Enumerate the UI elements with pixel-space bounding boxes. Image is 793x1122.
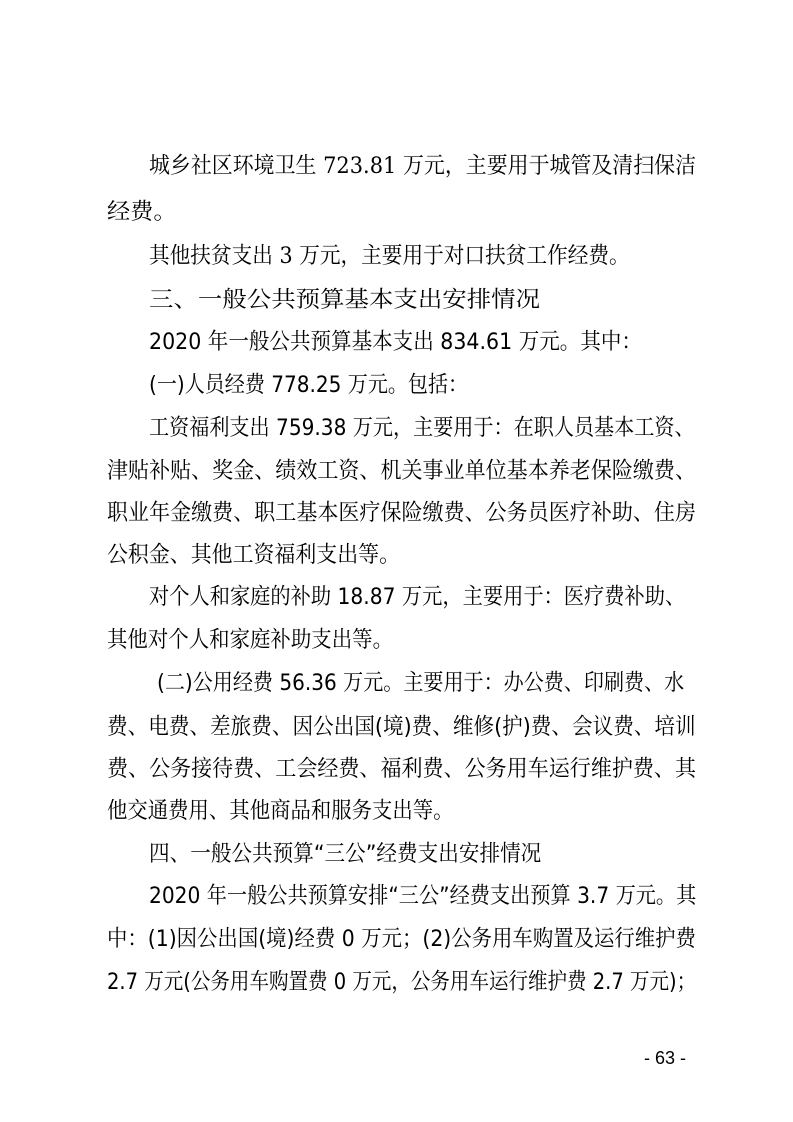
text-line-7: 工资福利支出 759.38 万元，主要用于：在职人员基本工资、 — [149, 415, 695, 441]
text-line-5: 2020 年一般公共预算基本支出 834.61 万元。其中： — [149, 329, 642, 355]
text-line-18: 2020 年一般公共预算安排“三公”经费支出预算 3.7 万元。其 — [149, 883, 697, 909]
section-heading-3: 三、一般公共预算基本支出安排情况 — [149, 287, 541, 313]
text-line-16: 他交通费用、其他商品和服务支出等。 — [107, 798, 454, 824]
text-line-20: 2.7 万元(公务用车购置费 0 万元，公务用车运行维护费 2.7 万元)； — [107, 969, 697, 995]
text-line-3: 其他扶贫支出 3 万元，主要用于对口扶贫工作经费。 — [149, 243, 630, 269]
text-line-12: 其他对个人和家庭补助支出等。 — [107, 627, 394, 653]
text-line-9: 职业年金缴费、职工基本医疗保险缴费、公务员医疗补助、住房 — [107, 500, 697, 526]
text-line-14: 费、电费、差旅费、因公出国(境)费、维修(护)费、会议费、培训 — [107, 714, 696, 740]
page-number: - 63 - — [644, 1048, 687, 1068]
text-line-10: 公积金、其他工资福利支出等。 — [107, 542, 401, 568]
text-line-15: 费、公务接待费、工会经费、福利费、公务用车运行维护费、其 — [107, 756, 697, 782]
text-line-2: 经费。 — [107, 199, 177, 225]
text-line-19: 中：(1)因公出国(境)经费 0 万元；(2)公务用车购置及运行维护费 — [107, 926, 696, 952]
text-line-1: 城乡社区环境卫生 723.81 万元，主要用于城管及清扫保洁 — [149, 153, 697, 179]
text-line-13: (二)公用经费 56.36 万元。主要用于：办公费、印刷费、水 — [157, 670, 685, 696]
text-line-8: 津贴补贴、奖金、绩效工资、机关事业单位基本养老保险缴费、 — [107, 458, 697, 484]
section-heading-4: 四、一般公共预算“三公”经费支出安排情况 — [149, 841, 542, 867]
text-line-11: 对个人和家庭的补助 18.87 万元，主要用于：医疗费补助、 — [149, 584, 686, 610]
text-line-6: (一)人员经费 778.25 万元。包括： — [149, 372, 469, 398]
